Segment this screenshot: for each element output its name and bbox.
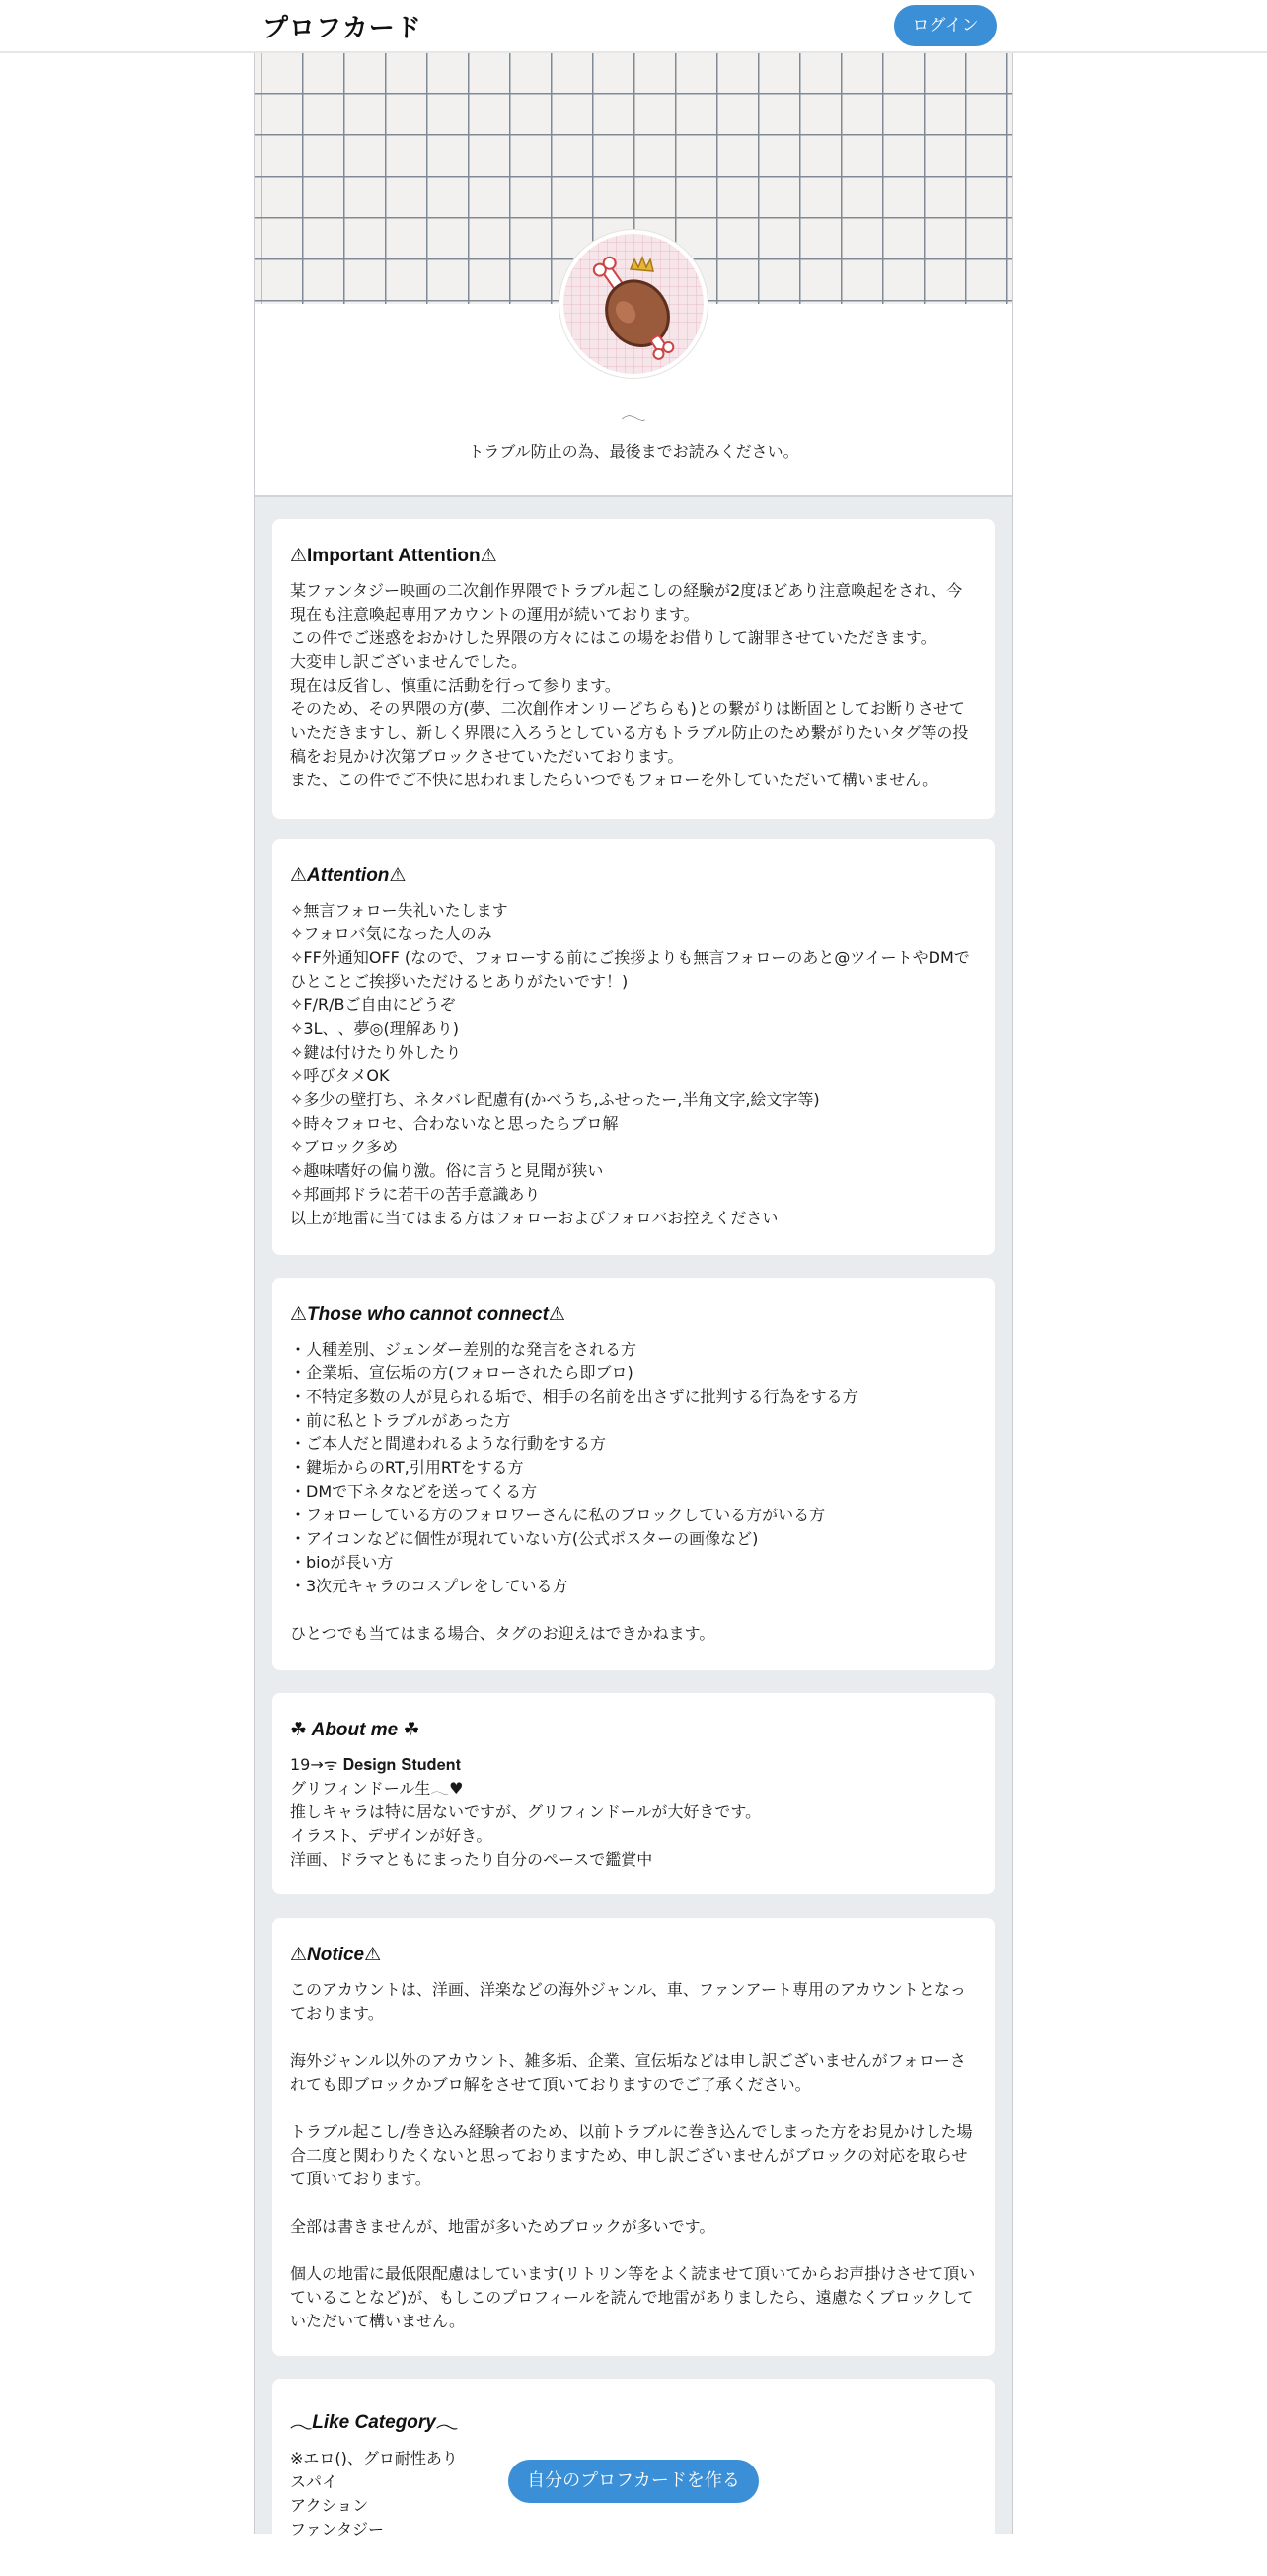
card-body: ・人種差別、ジェンダー差別的な発言をされる方 ・企業垢、宣伝垢の方(フォローされたら即ブロ) ・不特定多数の人が見られる垢で、相手の名前を出さずに批判する行為をする方 ・前に私とトラブルがあった方 ・ご本人だと間違われるような行動をする方 ・鍵垢からのRT,引用RTをする方 ・DMで下ネタなどを送ってくる方 ・フォローしている方のフォロワーさんに私のブロックしている方がいる方 ・アイコンなどに個性が現れていない方(公式ポスターの画像など) ・bioが長い方 ・3次元キャラのコスプレをしている方 ひとつでも当てはまる場合、タグのお迎えはできかねます。 [290, 1340, 858, 1643]
card-body: このアカウントは、洋画、洋楽などの海外ジャンル、車、ファンアート専用のアカウントとなっております。 海外ジャンル以外のアカウント、雑多垢、企業、宣伝垢などは申し訳ございませんがフォローされても即ブロックかブロ解をさせて頂いておりますのでご了承ください。 トラブル起こし/巻き込み経験者のため、以前トラブルに巻き込んでしまった方をお見かけした場合二度と関わりたくないと思っておりますため、申し訳ございませんがブロックの対応を取らせて頂いております。 全部は書きませんが、地雷が多いためブロックが多いです。 個人の地雷に最低限配慮はしています(リトリン等をよく読ませて頂いてからお声掛けさせて頂いていることなど)が、もしこのプロフィールを読んで地雷がありましたら、遠慮なくブロックしていただいて構いません。 [290, 1980, 976, 2330]
profile-name: 𓂃 [621, 401, 646, 425]
card-title: ⚠Notice⚠ [290, 1945, 382, 1965]
important-attention-card [272, 519, 995, 819]
card-title: 𓂃Like Category𓂃 [290, 2412, 459, 2433]
brand-title[interactable]: プロフカード [262, 14, 422, 43]
create-profcard-button[interactable]: 自分のプロフカードを作る [508, 2460, 759, 2503]
card-body: ✧無言フォロー失礼いたします ✧フォロバ気になった人のみ ✧FF外通知OFF (なので、フォローする前にご挨拶よりも無言フォローのあと@ツイートやDMでひとことご挨拶いただけるとありがたいです！) ✧F/R/Bご自由にどうぞ ✧3L、︎︎︎︎︎︎︎︎︎︎︎︎︎︎︎︎︎︎、夢◎(理解あり) ✧鍵は付けたり外したり ✧呼びタメOK ✧多少の壁打ち、ネタバレ配慮有(かべうち,ふせったー,半角文字,絵文字等) ✧時々フォロセ、合わないなと思ったらブロ解 ✧ブロック多め ✧趣味嗜好の偏り激。俗に言うと見聞が狭い ✧邦画邦ドラに若干の苦手意識あり 以上が地雷に当てはまる方はフォローおよびフォロバお控えください [290, 901, 970, 1227]
card-title: ⚠Important Attention⚠ [290, 546, 497, 566]
profile-header [255, 51, 1012, 497]
meat-on-bone-icon [563, 234, 704, 374]
card-title: ⚠Attention⚠ [290, 865, 407, 886]
card-title: ☘ About me ☘ [290, 1720, 420, 1740]
card-body: 某ファンタジー映画の二次創作界隈でトラブル起こしの経験が2度ほどあり注意喚起をされ、今現在も注意喚起専用アカウントの運用が続いております。 この件でご迷惑をおかけした界隈の方々にはこの場をお借りして謝罪させていただきます。 大変申し訳ございませんでした。 現在は反省し、慎重に活動を行って参ります。 そのため、その界隈の方(夢、二次創作オンリーどちらも)との繋がりは断固としてお断りさせていただきますし、新しく界隈に入ろうとしている方もトラブル防止のため繋がりたいタグ等の投稿をお見かけ次第ブロックさせていただいております。 また、この件でご不快に思われましたらいつでもフォローを外していただいて構いません。 [290, 581, 969, 789]
cannot-connect-card [272, 1278, 995, 1670]
top-bar [0, 0, 1267, 53]
attention-card [272, 839, 995, 1255]
login-button[interactable]: ログイン [894, 5, 997, 46]
card-title: ⚠Those who cannot connect⚠ [290, 1304, 565, 1325]
avatar [563, 234, 704, 374]
card-body: 19→ᯤ 𝐃𝐞𝐬𝐢𝐠𝐧 𝐒𝐭𝐮𝐝𝐞𝐧𝐭 グリフィンドール生𓂃♥ 推しキャラは特に居ないですが、グリフィンドールが大好きです。 イラスト、デザインが好き。 洋画、ドラマともにまったり自分のペースで鑑賞中 [290, 1755, 762, 1869]
about-me-card [272, 1693, 995, 1894]
card-body: ※エロ(︎︎︎︎︎︎︎︎︎︎︎︎︎︎︎︎︎︎)、グロ耐性あり スパイ アクション ファンタジー [290, 2449, 458, 2539]
profile-card-column [254, 51, 1013, 2539]
notice-card [272, 1918, 995, 2356]
profile-tagline: トラブル防止の為、最後までお読みください。 [468, 442, 799, 461]
